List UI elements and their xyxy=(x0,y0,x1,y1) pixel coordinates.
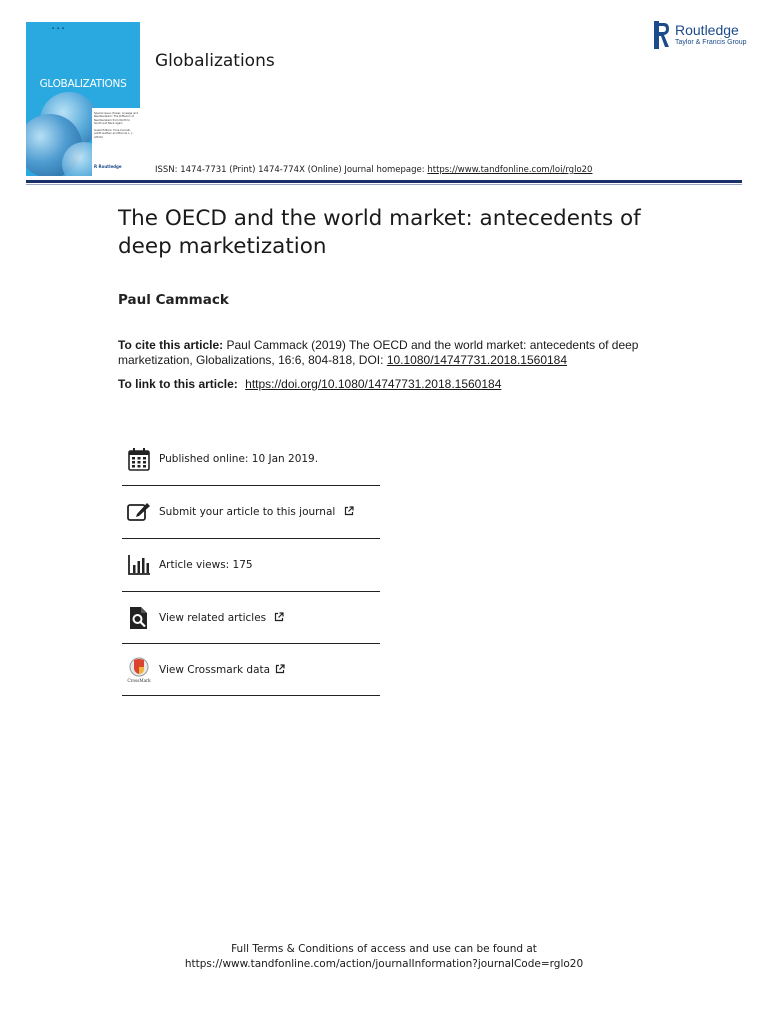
crossmark-icon-label: CrossMark xyxy=(127,677,151,683)
submit-article-link[interactable] xyxy=(159,506,354,518)
issn-line xyxy=(155,165,592,175)
crossmark-text: View Crossmark data xyxy=(159,663,271,676)
crossmark-icon xyxy=(126,657,152,683)
external-link-icon xyxy=(274,612,284,622)
cover-publisher-logo: R Routledge xyxy=(94,164,122,169)
cite-text: Paul Cammack (2019) The OECD and the world market: antecedents of deep marketization, Globalizations, 16:6, 804-818, DOI: xyxy=(118,338,639,367)
cite-doi-link[interactable]: 10.1080/14747731.2018.1560184 xyxy=(386,353,568,367)
article-views-text: Article views: 175 xyxy=(159,559,253,571)
article-doi-link[interactable]: https://doi.org/10.1080/14747731.2018.1560184 xyxy=(245,377,502,391)
submit-article-row[interactable] xyxy=(122,486,380,539)
cover-blurb xyxy=(94,112,138,139)
publisher-name: Routledge xyxy=(675,22,739,38)
calendar-icon xyxy=(126,446,152,472)
edit-icon xyxy=(126,499,152,525)
cover-title: GLOBALIZATIONS xyxy=(39,78,127,90)
publisher-subtitle: Taylor & Francis Group xyxy=(675,39,747,46)
published-online-text: Published online: 10 Jan 2019. xyxy=(159,453,319,465)
article-link-block xyxy=(118,377,678,392)
cite-label: To cite this article: xyxy=(118,338,224,352)
terms-line: Full Terms & Conditions of access and use can be found at xyxy=(231,943,537,955)
terms-footer xyxy=(0,942,768,972)
related-articles-text: View related articles xyxy=(159,611,267,624)
cover-publisher-name: Routledge xyxy=(98,164,122,169)
search-document-icon xyxy=(126,605,152,631)
external-link-icon xyxy=(344,506,354,516)
header-divider-thin xyxy=(26,184,742,185)
cover-blurb-text: Special issue: Power, Lineage and Neoliberalism: The Diffusion of Neoliberalism from North to South and Back Again xyxy=(94,112,138,126)
related-articles-row[interactable] xyxy=(122,592,380,644)
citation-block xyxy=(118,338,658,368)
cover-top-strip: ▪ ▪ ▪ xyxy=(52,26,66,30)
terms-url[interactable]: https://www.tandfonline.com/action/journalInformation?journalCode=rglo20 xyxy=(184,958,584,970)
published-online-row xyxy=(122,433,380,486)
crossmark-link[interactable] xyxy=(159,664,285,676)
link-label: To link to this article: xyxy=(118,377,238,391)
journal-name: Globalizations xyxy=(155,51,275,71)
journal-cover-image xyxy=(26,22,140,176)
related-articles-link[interactable] xyxy=(159,612,284,624)
cover-editors-text: Guest Editors: Tiina Cornelii, Judith Gathen and Bonnie L. J. (2019) xyxy=(94,129,133,139)
publisher-logo xyxy=(654,21,750,51)
author-name: Paul Cammack xyxy=(118,292,229,308)
routledge-r-icon xyxy=(654,21,670,49)
article-views-row xyxy=(122,539,380,592)
bar-chart-icon xyxy=(126,552,152,578)
article-title: The OECD and the world market: antecedents of deep marketization xyxy=(118,206,641,259)
journal-homepage-link[interactable]: https://www.tandfonline.com/loi/rglo20 xyxy=(427,165,593,175)
crossmark-row[interactable] xyxy=(122,644,380,696)
issn-text: ISSN: 1474-7731 (Print) 1474-774X (Online) Journal homepage: xyxy=(155,165,425,175)
submit-article-text: Submit your article to this journal xyxy=(159,506,336,518)
header-divider xyxy=(26,180,742,183)
external-link-icon xyxy=(275,664,285,674)
